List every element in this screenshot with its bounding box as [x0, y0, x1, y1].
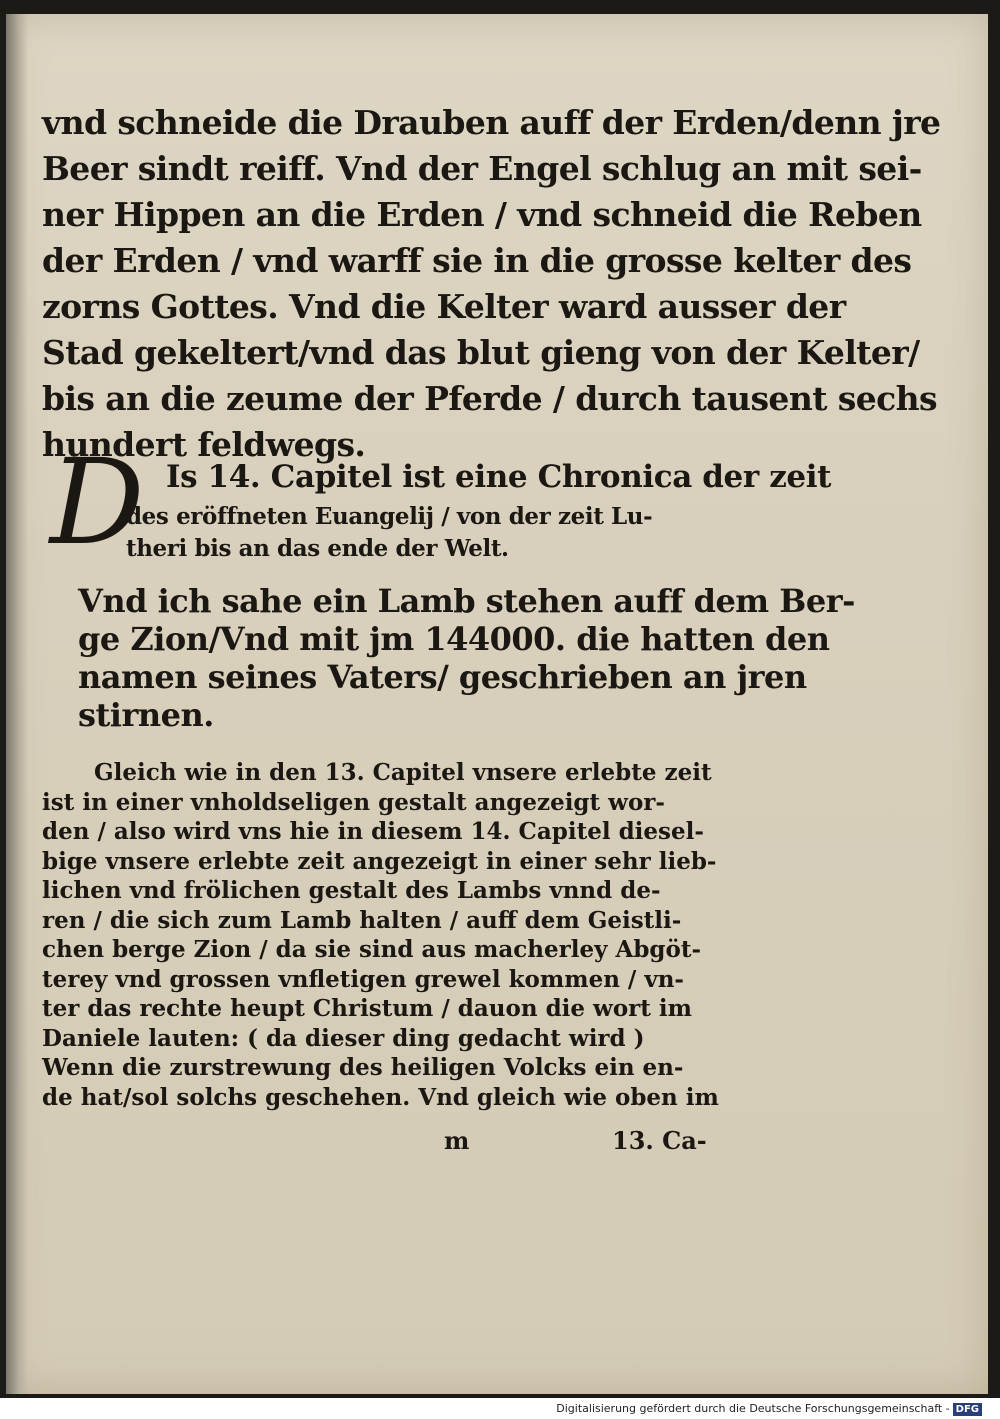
commentary-line: lichen vnd frölichen gestalt des Lambs vnnd de-	[42, 877, 661, 904]
text-line: vnd schneide die Drauben auff der Erden/denn jre	[42, 103, 941, 142]
quote-line: Vnd ich sahe ein Lamb stehen auff dem Ber-	[78, 582, 855, 620]
heading-line: Is 14. Capitel ist eine Chronica der zeit	[166, 459, 832, 495]
signature-mark: m	[444, 1126, 470, 1155]
heading-line: theri bis an das ende der Welt.	[126, 535, 509, 562]
drop-cap: D	[49, 433, 145, 571]
text-line: Beer sindt reiff. Vnd der Engel schlug an mit sei-	[42, 149, 922, 188]
commentary-line: de hat/sol solchs geschehen. Vnd gleich wie oben im	[42, 1083, 719, 1111]
page-footer-line	[42, 1126, 732, 1160]
text-line: ner Hippen an die Erden / vnd schneid die Reben	[42, 195, 922, 234]
catchword: 13. Ca-	[612, 1126, 707, 1155]
heading-line: des eröffneten Euangelij / von der zeit Lu-	[126, 503, 653, 530]
commentary-line: ter das rechte heupt Christum / dauon die wort im	[42, 995, 692, 1022]
text-line: hundert feldwegs.	[42, 425, 366, 464]
commentary-line: Gleich wie in den 13. Capitel vnsere erlebte zeit	[94, 759, 712, 786]
commentary-block	[42, 758, 732, 1112]
text-block-1	[42, 100, 941, 468]
page-gutter	[6, 14, 28, 1394]
funding-text: Digitalisierung gefördert durch die Deutsche Forschungsgemeinschaft -	[556, 1402, 950, 1415]
commentary-line: terey vnd grossen vnfletigen grewel kommen / vn-	[42, 965, 684, 993]
quote-line: stirnen.	[78, 696, 214, 734]
dfg-logo: DFG	[953, 1403, 982, 1416]
text-line: zorns Gottes. Vnd die Kelter ward ausser der	[42, 287, 846, 326]
commentary-line: bige vnsere erlebte zeit angezeigt in einer sehr lieb-	[42, 847, 717, 875]
quote-line: ge Zion/Vnd mit jm 144000. die hatten den	[78, 620, 830, 658]
commentary-line: chen berge Zion / da sie sind aus macherley Abgöt-	[42, 936, 702, 963]
scripture-quote	[78, 582, 855, 734]
text-line: bis an die zeume der Pferde / durch tausent sechs	[42, 379, 937, 418]
funding-footer	[556, 1401, 982, 1417]
book-page	[6, 14, 988, 1394]
quote-line: namen seines Vaters/ geschrieben an jren	[78, 658, 807, 696]
commentary-line: ren / die sich zum Lamb halten / auff dem Geistli-	[42, 906, 682, 934]
commentary-line: Wenn die zurstrewung des heiligen Volcks ein en-	[42, 1054, 684, 1081]
commentary-line: Daniele lauten: ( da dieser ding gedacht wird )	[42, 1024, 645, 1052]
text-line: Stad gekeltert/vnd das blut gieng von der Kelter/	[42, 333, 920, 372]
text-line: der Erden / vnd warff sie in die grosse kelter des	[42, 241, 912, 280]
commentary-line: den / also wird vns hie in diesem 14. Capitel diesel-	[42, 818, 704, 845]
commentary-line: ist in einer vnholdseligen gestalt angezeigt wor-	[42, 788, 665, 816]
